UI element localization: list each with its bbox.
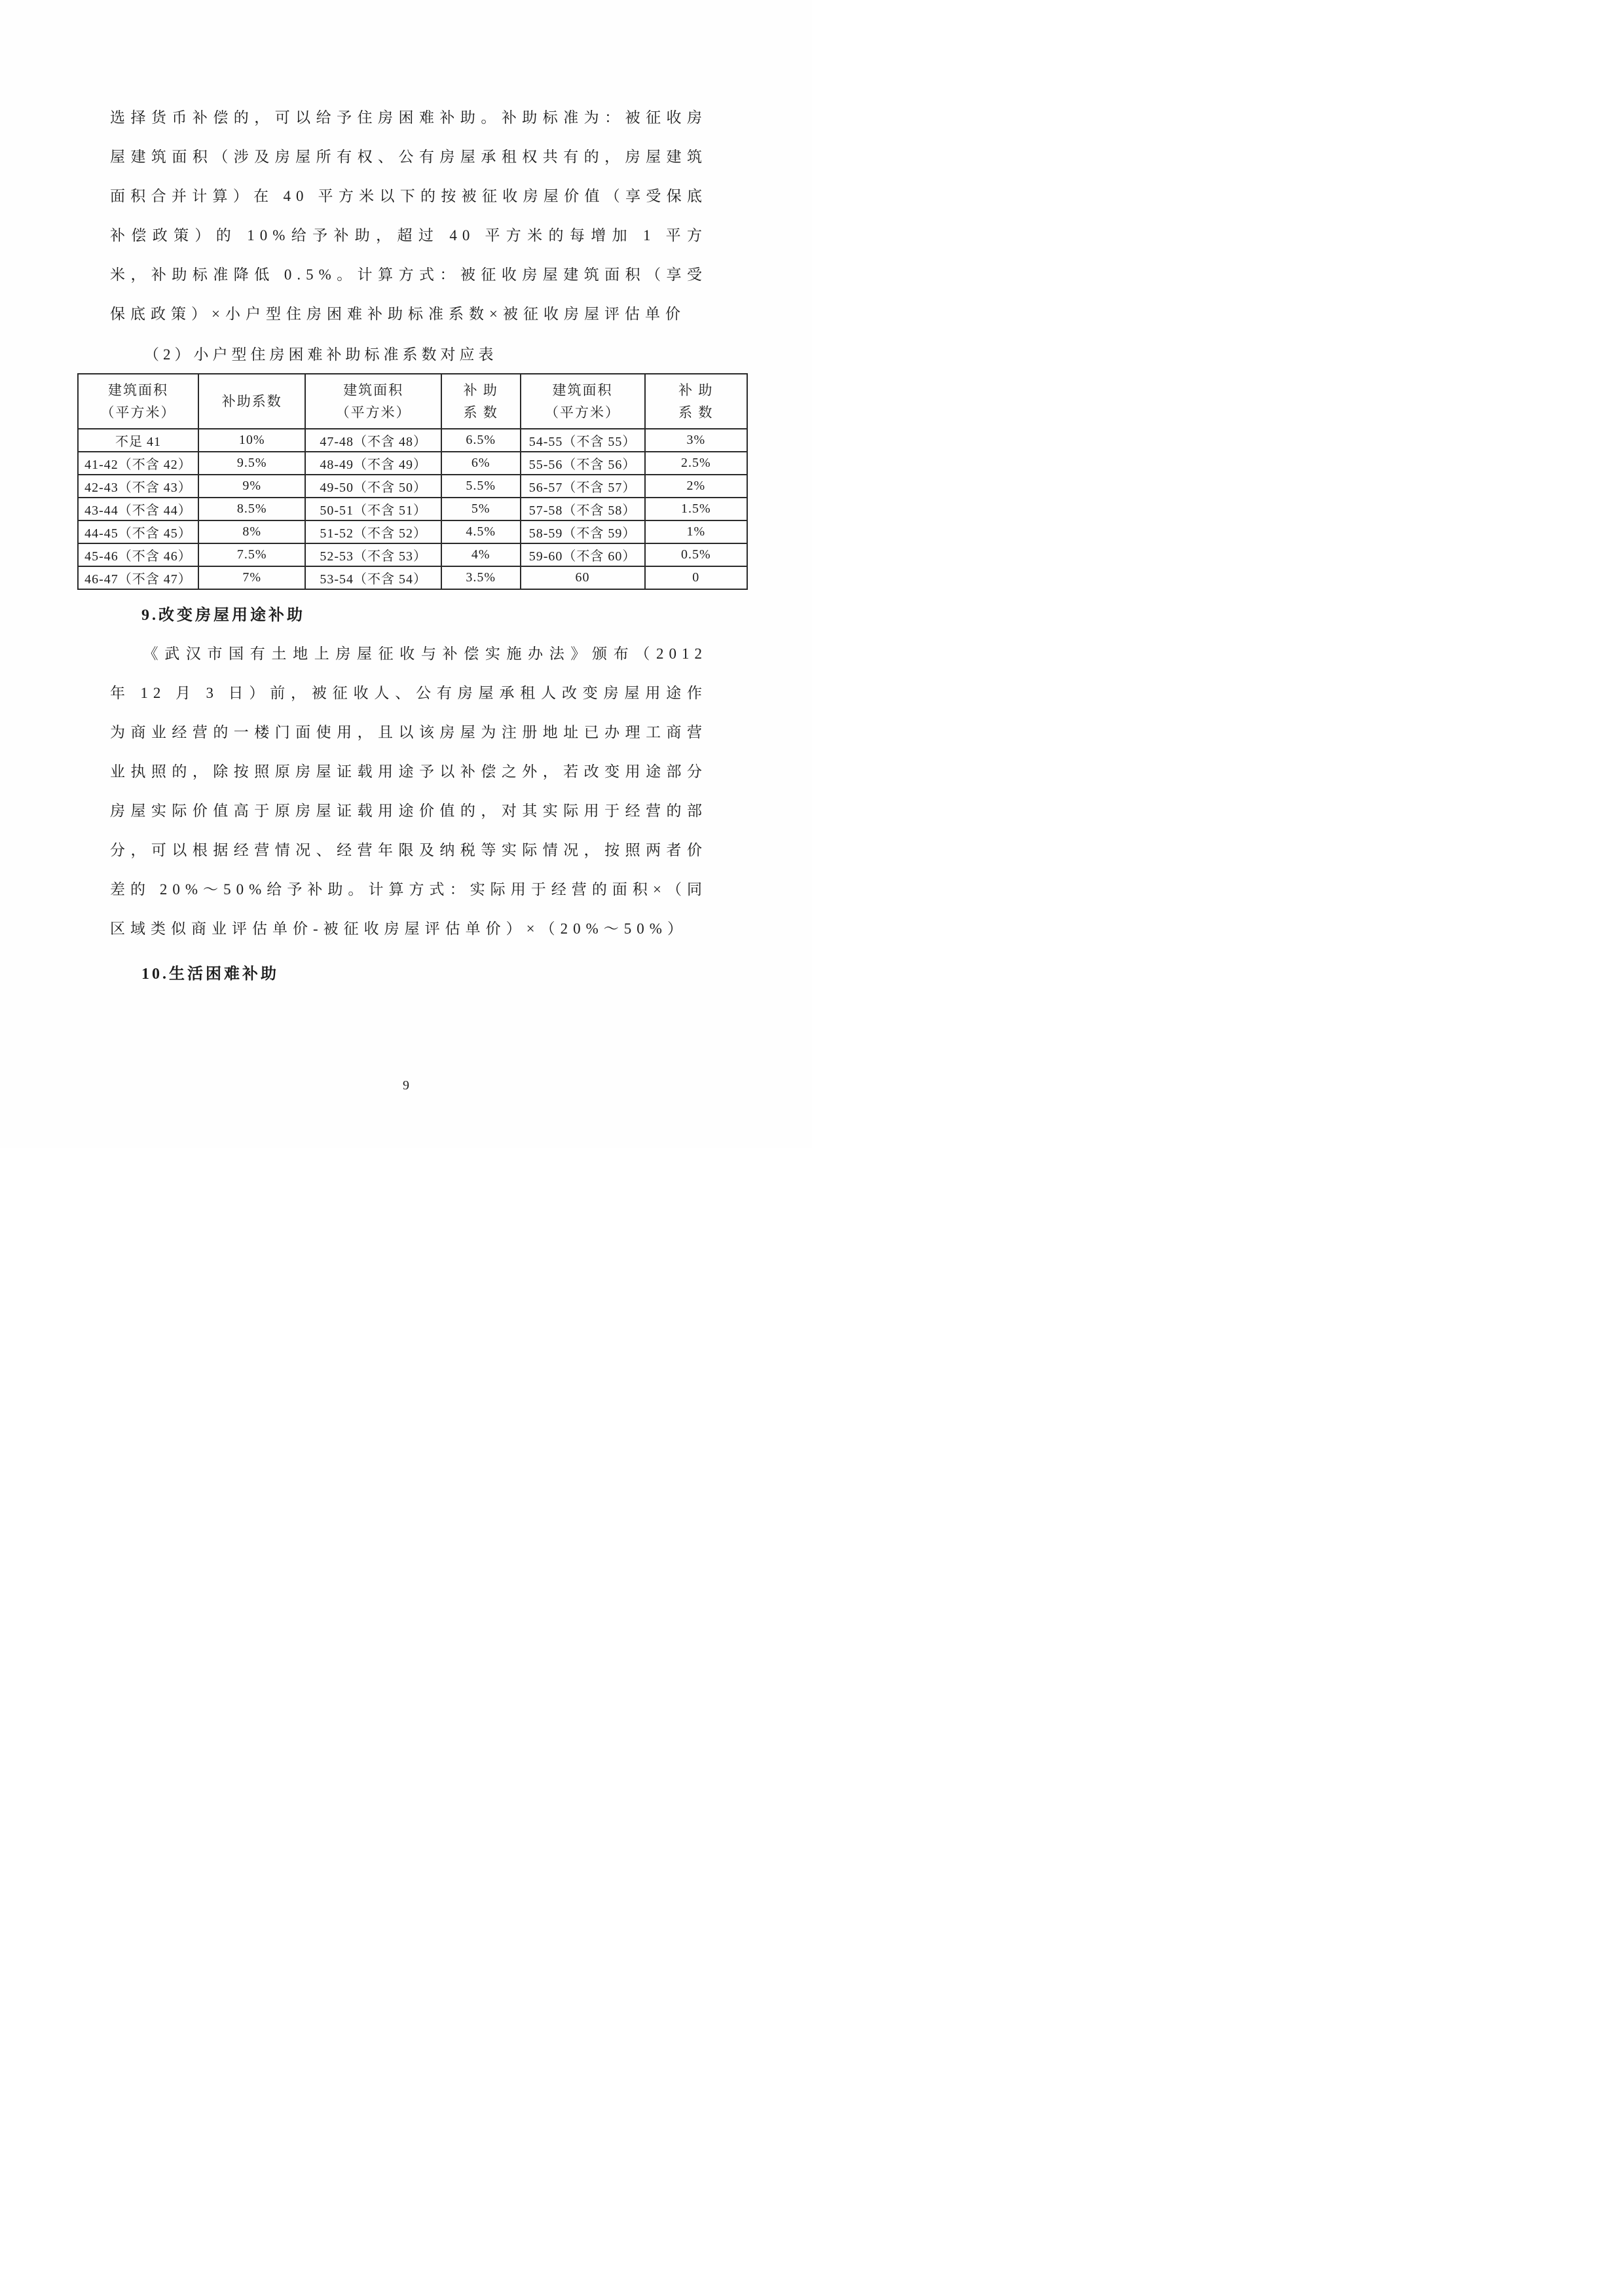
column-header-text: （平方米）	[545, 405, 621, 420]
table-header-row	[78, 374, 747, 429]
subsidy-coefficient-table	[77, 373, 748, 590]
table-cell: 54-55（不含 55）	[521, 429, 645, 452]
section-10-heading: 10.生活困难补助	[141, 966, 279, 983]
table-cell: 3%	[645, 429, 747, 452]
table-cell: 6%	[441, 452, 521, 475]
table-row	[78, 498, 747, 520]
table-row	[78, 566, 747, 589]
table-caption: （2）小户型住房困难补助标准系数对应表	[144, 346, 498, 363]
section-9-paragraph: 《武汉市国有土地上房屋征收与补偿实施办法》颁布（2012 年 12 月 3 日）前，被征收人、公有房屋承租人改变房屋用途作为商业经营的一楼门面使用，且以该房屋为注册地址已办理工商营业执照的，除按照原房屋证载用途予以补偿之外，若改变用途部分房屋实际价值高于原房屋证载用途价值的，对其实际用于经营的部分，可以根据经营情况、经营年限及纳税等实际情况，按照两者价差的 20%～50%给予补助。计算方式：实际用于经营的面积×（同区域类似商业评估单价-被征收房屋评估单价）×（20%～50%）	[110, 646, 707, 937]
table-cell: 8%	[198, 520, 306, 543]
table-cell: 1%	[645, 520, 747, 543]
table-cell: 3.5%	[441, 566, 521, 589]
column-header-text: （平方米）	[335, 405, 411, 420]
table-cell: 48-49（不含 49）	[305, 452, 441, 475]
column-header-text: 建筑面积	[552, 382, 613, 398]
column-header-area-2	[305, 374, 441, 429]
column-header-text: 补 助	[463, 382, 498, 398]
column-header-text: 建筑面积	[343, 382, 404, 398]
table-cell: 59-60（不含 60）	[521, 543, 645, 566]
column-header-coef-1	[198, 374, 306, 429]
table-cell: 42-43（不含 43）	[78, 475, 198, 498]
table-cell: 9%	[198, 475, 306, 498]
table-cell: 0.5%	[645, 543, 747, 566]
table-cell: 52-53（不含 53）	[305, 543, 441, 566]
table-cell: 2.5%	[645, 452, 747, 475]
table-cell: 4.5%	[441, 520, 521, 543]
page-number: 9	[403, 1078, 409, 1093]
table-cell: 8.5%	[198, 498, 306, 520]
column-header-text: 系 数	[463, 405, 498, 420]
table-cell: 43-44（不含 44）	[78, 498, 198, 520]
table-cell: 45-46（不含 46）	[78, 543, 198, 566]
table-wrapper	[77, 373, 748, 590]
table-cell: 47-48（不含 48）	[305, 429, 441, 452]
table-cell: 4%	[441, 543, 521, 566]
text-column	[110, 0, 707, 371]
text-column-lower	[110, 600, 707, 989]
document-page	[0, 0, 812, 1148]
table-cell: 9.5%	[198, 452, 306, 475]
table-cell: 55-56（不含 56）	[521, 452, 645, 475]
column-header-area-3	[521, 374, 645, 429]
table-cell: 5%	[441, 498, 521, 520]
table-cell: 1.5%	[645, 498, 747, 520]
table-row	[78, 543, 747, 566]
table-cell: 0	[645, 566, 747, 589]
intro-paragraph: 选择货币补偿的，可以给予住房困难补助。补助标准为：被征收房屋建筑面积（涉及房屋所有权、公有房屋承租权共有的，房屋建筑面积合并计算）在 40 平方米以下的按被征收房屋价值（享受保底补偿政策）的 10%给予补助，超过 40 平方米的每增加 1 平方米，补助标准降低 0.5%。计算方式：被征收房屋建筑面积（享受保底政策）×小户型住房困难补助标准系数×被征收房屋评估单价	[110, 109, 707, 322]
column-header-area-1	[78, 374, 198, 429]
table-row	[78, 452, 747, 475]
column-header-text: （平方米）	[100, 405, 176, 420]
table-row	[78, 520, 747, 543]
table-cell: 58-59（不含 59）	[521, 520, 645, 543]
table-cell: 7%	[198, 566, 306, 589]
table-cell: 不足 41	[78, 429, 198, 452]
table-cell: 7.5%	[198, 543, 306, 566]
column-header-text: 建筑面积	[107, 382, 168, 398]
table-cell: 10%	[198, 429, 306, 452]
table-cell: 41-42（不含 42）	[78, 452, 198, 475]
section-9-heading: 9.改变房屋用途补助	[141, 607, 305, 624]
table-cell: 53-54（不含 54）	[305, 566, 441, 589]
column-header-coef-3	[645, 374, 747, 429]
table-row	[78, 429, 747, 452]
table-cell: 56-57（不含 57）	[521, 475, 645, 498]
table-cell: 57-58（不含 58）	[521, 498, 645, 520]
column-header-text: 补 助	[678, 382, 714, 398]
column-header-text: 补助系数	[221, 393, 282, 409]
column-header-coef-2	[441, 374, 521, 429]
table-cell: 6.5%	[441, 429, 521, 452]
table-cell: 50-51（不含 51）	[305, 498, 441, 520]
table-cell: 60	[521, 566, 645, 589]
column-header-text: 系 数	[678, 405, 714, 420]
table-cell: 44-45（不含 45）	[78, 520, 198, 543]
table-cell: 5.5%	[441, 475, 521, 498]
table-cell: 51-52（不含 52）	[305, 520, 441, 543]
table-cell: 46-47（不含 47）	[78, 566, 198, 589]
table-cell: 2%	[645, 475, 747, 498]
table-row	[78, 475, 747, 498]
table-cell: 49-50（不含 50）	[305, 475, 441, 498]
